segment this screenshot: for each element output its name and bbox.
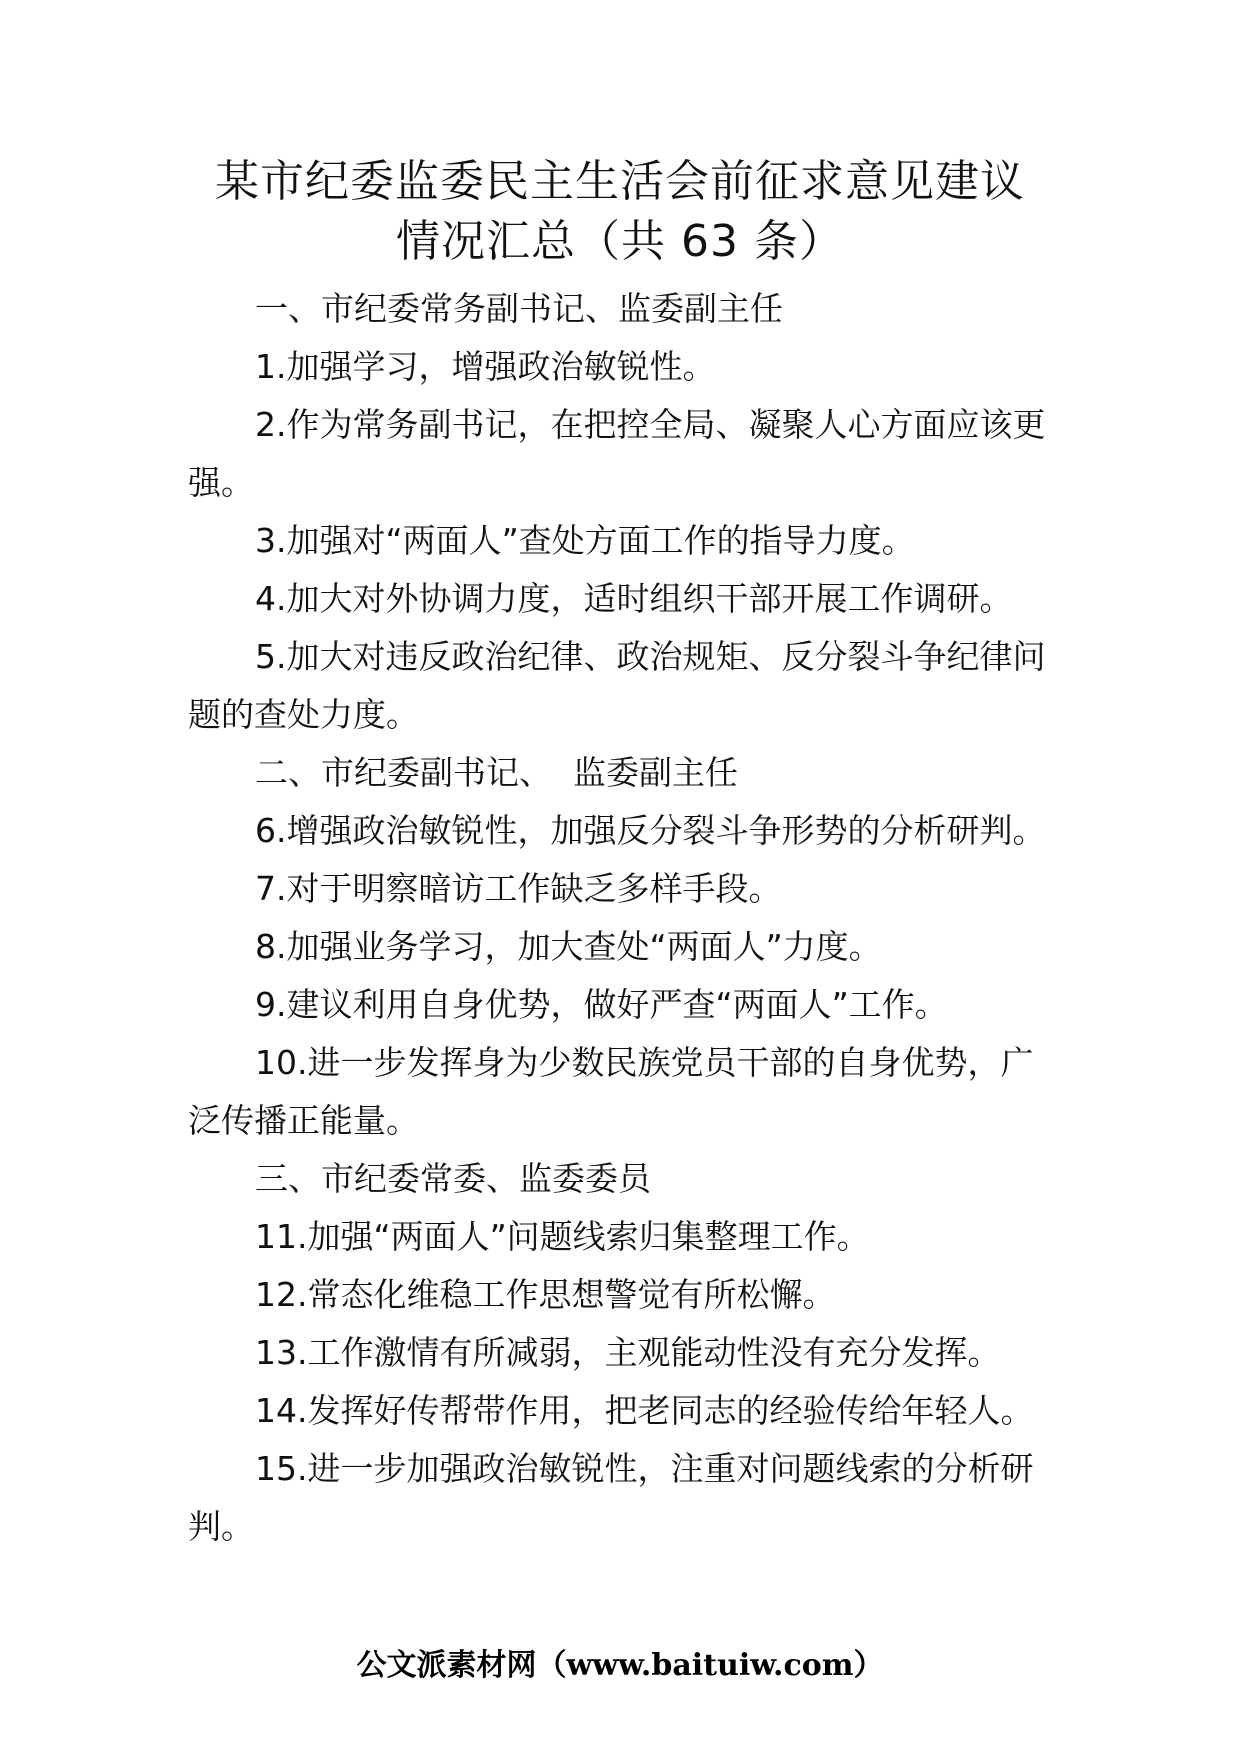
footer-watermark-text: 公文派素材网（www.baituiw.com）: [356, 1648, 884, 1683]
section-heading: 二、市纪委副书记、 监委副主任: [255, 753, 738, 792]
list-item: 3.加强对“两面人”查处方面工作的指导力度。: [255, 521, 915, 560]
list-item: 6.增强政治敏锐性，加强反分裂斗争形势的分析研判。: [255, 811, 1046, 850]
list-item: 10.进一步发挥身为少数民族党员干部的自身优势，广泛传播正能量。: [188, 1043, 1034, 1140]
section-heading: 三、市纪委常委、监委委员: [255, 1159, 651, 1198]
list-item: 7.对于明察暗访工作缺乏多样手段。: [255, 869, 782, 908]
list-item: 5.加大对违反政治纪律、政治规矩、反分裂斗争纪律问题的查处力度。: [188, 637, 1046, 734]
list-item: 12.常态化维稳工作思想警觉有所松懈。: [255, 1275, 836, 1314]
list-item: 13.工作激情有所减弱，主观能动性没有充分发挥。: [255, 1333, 1001, 1372]
list-item: 15.进一步加强政治敏锐性，注重对问题线索的分析研判。: [188, 1449, 1034, 1546]
list-item: 11.加强“两面人”问题线索归集整理工作。: [255, 1217, 870, 1256]
list-item: 9.建议利用自身优势，做好严查“两面人”工作。: [255, 985, 948, 1024]
list-item: 14.发挥好传帮带作用，把老同志的经验传给年轻人。: [255, 1391, 1034, 1430]
list-item: 1.加强学习，增强政治敏锐性。: [255, 347, 716, 386]
section-heading: 一、市纪委常务副书记、监委副主任: [255, 289, 783, 328]
document-title-line-2: 情况汇总（共 63 条）: [396, 216, 844, 267]
document-body: [188, 280, 1058, 1556]
list-item: 2.作为常务副书记，在把控全局、凝聚人心方面应该更强。: [188, 405, 1046, 502]
list-item: 4.加大对外协调力度，适时组织干部开展工作调研。: [255, 579, 1013, 618]
document-title-line-1: 某市纪委监委民主生活会前征求意见建议: [215, 156, 1025, 207]
list-item: 8.加强业务学习，加大查处“两面人”力度。: [255, 927, 882, 966]
